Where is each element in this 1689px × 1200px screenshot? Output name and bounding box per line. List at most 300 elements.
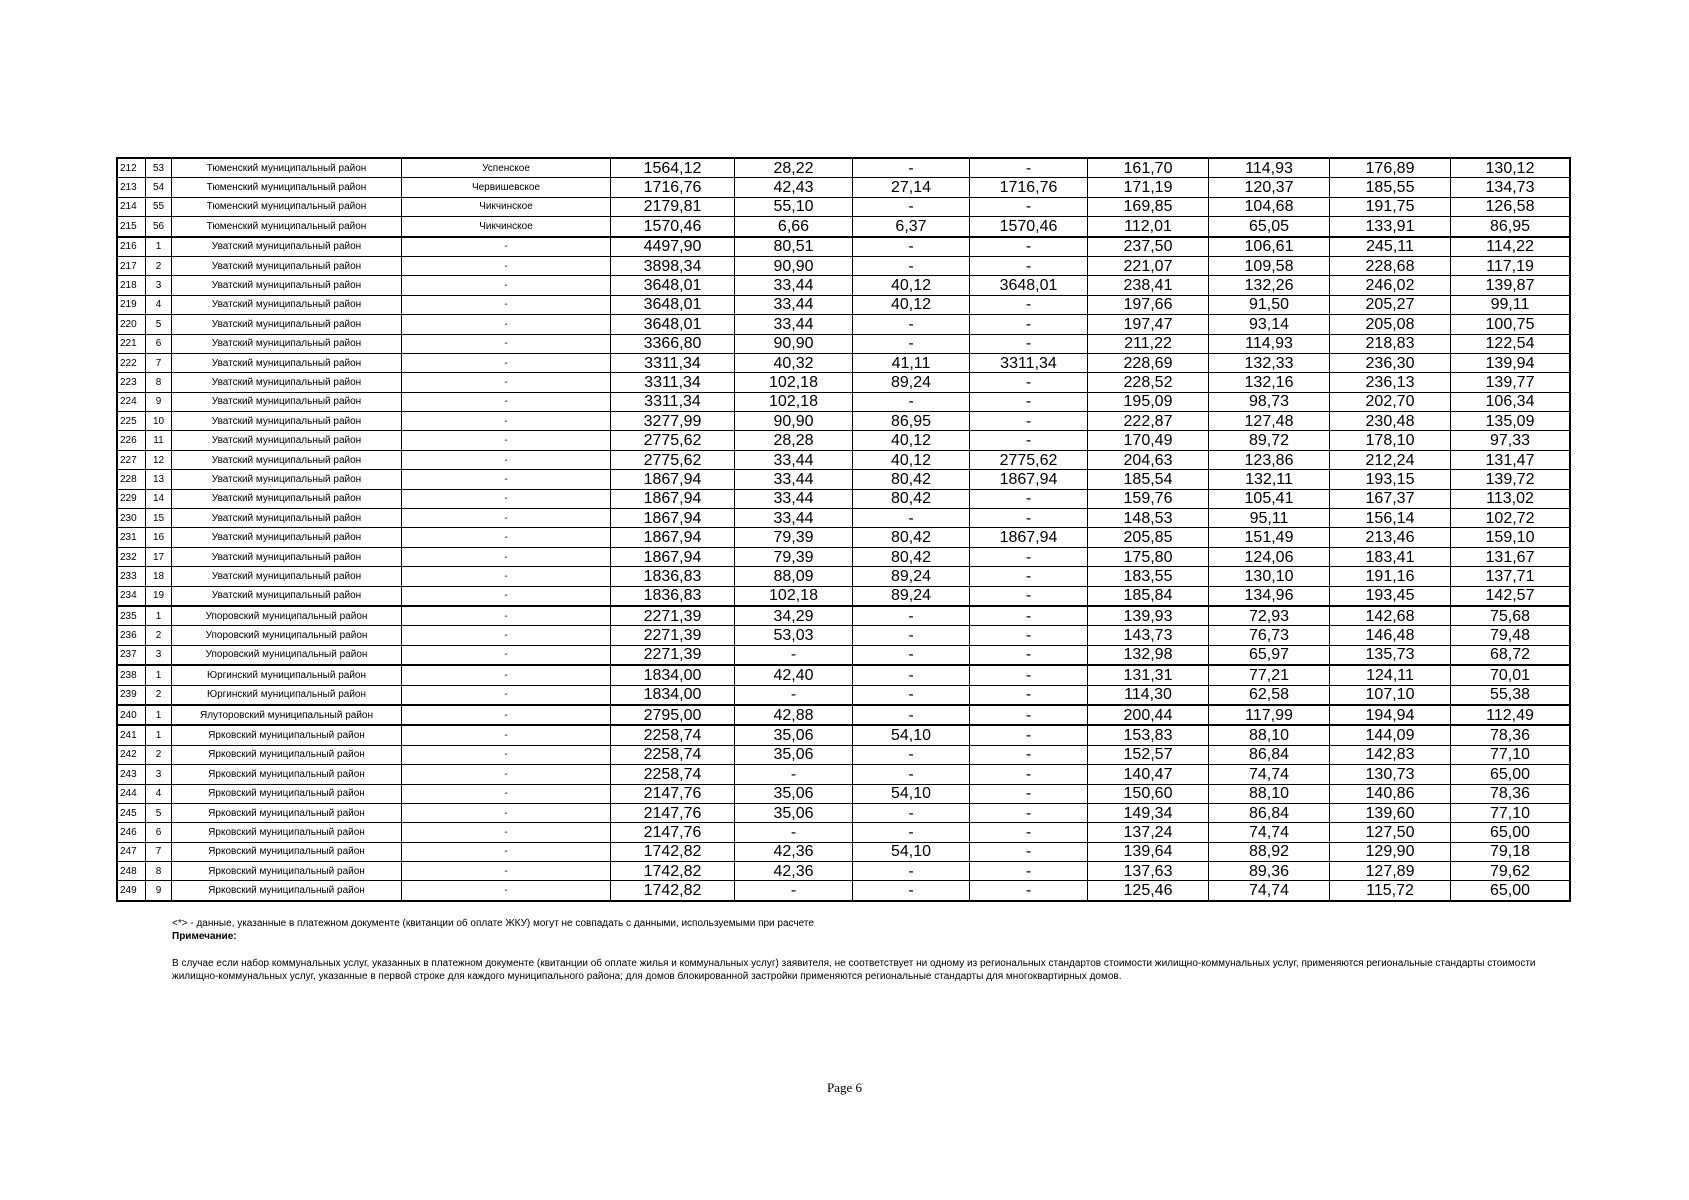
row-number: 220 <box>117 315 146 334</box>
table-row <box>117 392 1570 411</box>
district-row-number: 9 <box>146 881 172 901</box>
row-number: 244 <box>117 784 146 803</box>
value-col-1: 3648,01 <box>611 276 735 295</box>
row-number: 245 <box>117 803 146 822</box>
settlement: Чикчинское <box>402 217 611 237</box>
value-col-3: - <box>853 803 970 822</box>
value-col-4: - <box>970 256 1088 275</box>
value-col-6: 124,06 <box>1209 547 1330 566</box>
value-col-5: 159,76 <box>1088 489 1209 508</box>
row-number: 219 <box>117 295 146 314</box>
value-col-7: 205,08 <box>1330 315 1451 334</box>
value-col-3: - <box>853 256 970 275</box>
value-col-5: 228,69 <box>1088 353 1209 372</box>
value-col-2: - <box>735 645 853 665</box>
municipal-district: Уватский муниципальный район <box>172 256 402 275</box>
table-row <box>117 665 1570 685</box>
value-col-1: 1834,00 <box>611 665 735 685</box>
value-col-1: 2775,62 <box>611 431 735 450</box>
note-text: В случае если набор коммунальных услуг, указанных в платежном документе (квитанции об оплате жилья и коммунальных услуг) заявителя, не соответствует ни одному из региональных стандартов стоимости жилищно-коммунальных услуг, применяются региональные стандарты стоимости жилищно-коммунальных услуг, указанные в первой строке для каждого муниципального района; для домов блокированной застройки применяются региональные стандарты для многоквартирных домов. <box>172 958 1536 982</box>
value-col-7: 193,15 <box>1330 470 1451 489</box>
value-col-4: - <box>970 586 1088 606</box>
table-row <box>117 725 1570 745</box>
value-col-7: 124,11 <box>1330 665 1451 685</box>
district-row-number: 5 <box>146 315 172 334</box>
table-row <box>117 315 1570 334</box>
value-col-2: - <box>735 685 853 705</box>
value-col-2: 33,44 <box>735 295 853 314</box>
district-row-number: 56 <box>146 217 172 237</box>
cost-standards-table <box>116 157 1571 902</box>
value-col-6: 74,74 <box>1209 765 1330 784</box>
value-col-1: 1836,83 <box>611 586 735 606</box>
value-col-8: 70,01 <box>1451 665 1571 685</box>
value-col-3: - <box>853 334 970 353</box>
value-col-5: 139,64 <box>1088 842 1209 861</box>
value-col-5: 137,24 <box>1088 823 1209 842</box>
row-number: 215 <box>117 217 146 237</box>
settlement: - <box>402 509 611 528</box>
row-number: 242 <box>117 745 146 764</box>
settlement: - <box>402 665 611 685</box>
value-col-1: 2147,76 <box>611 823 735 842</box>
settlement: - <box>402 334 611 353</box>
table-row <box>117 765 1570 784</box>
settlement: - <box>402 412 611 431</box>
value-col-6: 89,36 <box>1209 862 1330 881</box>
value-col-4: - <box>970 509 1088 528</box>
row-number: 249 <box>117 881 146 901</box>
value-col-3: 89,24 <box>853 586 970 606</box>
value-col-2: 90,90 <box>735 334 853 353</box>
value-col-7: 230,48 <box>1330 412 1451 431</box>
value-col-8: 100,75 <box>1451 315 1571 334</box>
table-row <box>117 431 1570 450</box>
value-col-7: 178,10 <box>1330 431 1451 450</box>
value-col-4: - <box>970 803 1088 822</box>
value-col-4: - <box>970 373 1088 392</box>
settlement: - <box>402 353 611 372</box>
settlement: - <box>402 431 611 450</box>
municipal-district: Уватский муниципальный район <box>172 547 402 566</box>
municipal-district: Уватский муниципальный район <box>172 392 402 411</box>
district-row-number: 1 <box>146 665 172 685</box>
district-row-number: 15 <box>146 509 172 528</box>
value-col-4: 2775,62 <box>970 450 1088 469</box>
district-row-number: 14 <box>146 489 172 508</box>
district-row-number: 1 <box>146 606 172 626</box>
value-col-2: 80,51 <box>735 237 853 257</box>
value-col-5: 237,50 <box>1088 237 1209 257</box>
value-col-7: 202,70 <box>1330 392 1451 411</box>
value-col-7: 133,91 <box>1330 217 1451 237</box>
value-col-7: 194,94 <box>1330 705 1451 725</box>
value-col-4: 1570,46 <box>970 217 1088 237</box>
value-col-8: 139,94 <box>1451 353 1571 372</box>
value-col-3: - <box>853 823 970 842</box>
municipal-district: Уватский муниципальный район <box>172 373 402 392</box>
municipal-district: Уватский муниципальный район <box>172 315 402 334</box>
value-col-4: - <box>970 765 1088 784</box>
table-row <box>117 158 1570 178</box>
footnote-star: <*> - данные, указанные в платежном документе (квитанции об оплате ЖКУ) могут не совпадать с данными, используемыми при расчете <box>172 918 814 929</box>
settlement: - <box>402 489 611 508</box>
value-col-4: 1867,94 <box>970 528 1088 547</box>
value-col-5: 197,47 <box>1088 315 1209 334</box>
value-col-1: 1867,94 <box>611 547 735 566</box>
value-col-5: 221,07 <box>1088 256 1209 275</box>
row-number: 230 <box>117 509 146 528</box>
value-col-6: 65,05 <box>1209 217 1330 237</box>
municipal-district: Упоровский муниципальный район <box>172 645 402 665</box>
table-row <box>117 334 1570 353</box>
value-col-2: 6,66 <box>735 217 853 237</box>
settlement: - <box>402 705 611 725</box>
value-col-2: 102,18 <box>735 586 853 606</box>
district-row-number: 13 <box>146 470 172 489</box>
municipal-district: Уватский муниципальный район <box>172 450 402 469</box>
value-col-1: 3648,01 <box>611 295 735 314</box>
value-col-1: 2271,39 <box>611 606 735 626</box>
value-col-8: 112,49 <box>1451 705 1571 725</box>
value-col-4: - <box>970 842 1088 861</box>
value-col-2: 33,44 <box>735 489 853 508</box>
value-col-6: 88,10 <box>1209 725 1330 745</box>
value-col-2: 102,18 <box>735 392 853 411</box>
row-number: 247 <box>117 842 146 861</box>
value-col-4: - <box>970 685 1088 705</box>
table-row <box>117 823 1570 842</box>
value-col-1: 3311,34 <box>611 392 735 411</box>
value-col-5: 125,46 <box>1088 881 1209 901</box>
value-col-3: - <box>853 197 970 216</box>
settlement: Успенское <box>402 158 611 178</box>
value-col-6: 86,84 <box>1209 803 1330 822</box>
value-col-5: 149,34 <box>1088 803 1209 822</box>
value-col-8: 159,10 <box>1451 528 1571 547</box>
value-col-6: 76,73 <box>1209 626 1330 645</box>
value-col-7: 127,89 <box>1330 862 1451 881</box>
municipal-district: Уватский муниципальный район <box>172 276 402 295</box>
municipal-district: Уватский муниципальный район <box>172 412 402 431</box>
table-row <box>117 685 1570 705</box>
settlement: - <box>402 256 611 275</box>
value-col-3: 54,10 <box>853 842 970 861</box>
value-col-3: - <box>853 862 970 881</box>
value-col-3: 80,42 <box>853 547 970 566</box>
value-col-6: 98,73 <box>1209 392 1330 411</box>
row-number: 229 <box>117 489 146 508</box>
district-row-number: 55 <box>146 197 172 216</box>
value-col-8: 78,36 <box>1451 784 1571 803</box>
value-col-7: 146,48 <box>1330 626 1451 645</box>
value-col-7: 176,89 <box>1330 158 1451 178</box>
row-number: 240 <box>117 705 146 725</box>
value-col-2: 42,88 <box>735 705 853 725</box>
municipal-district: Ярковский муниципальный район <box>172 803 402 822</box>
municipal-district: Уватский муниципальный район <box>172 509 402 528</box>
value-col-4: - <box>970 158 1088 178</box>
district-row-number: 6 <box>146 334 172 353</box>
municipal-district: Уватский муниципальный район <box>172 586 402 606</box>
value-col-4: - <box>970 705 1088 725</box>
value-col-3: - <box>853 881 970 901</box>
value-col-4: - <box>970 862 1088 881</box>
value-col-8: 114,22 <box>1451 237 1571 257</box>
value-col-8: 75,68 <box>1451 606 1571 626</box>
settlement: - <box>402 470 611 489</box>
municipal-district: Ялуторовский муниципальный район <box>172 705 402 725</box>
value-col-5: 171,19 <box>1088 178 1209 197</box>
value-col-2: 79,39 <box>735 547 853 566</box>
municipal-district: Ярковский муниципальный район <box>172 784 402 803</box>
value-col-5: 211,22 <box>1088 334 1209 353</box>
table-row <box>117 586 1570 606</box>
note-title: Примечание: <box>172 931 237 942</box>
municipal-district: Упоровский муниципальный район <box>172 626 402 645</box>
district-row-number: 16 <box>146 528 172 547</box>
value-col-1: 3311,34 <box>611 373 735 392</box>
value-col-3: 40,12 <box>853 450 970 469</box>
district-row-number: 1 <box>146 237 172 257</box>
value-col-7: 156,14 <box>1330 509 1451 528</box>
value-col-8: 79,48 <box>1451 626 1571 645</box>
table-row <box>117 256 1570 275</box>
value-col-7: 142,68 <box>1330 606 1451 626</box>
value-col-8: 131,47 <box>1451 450 1571 469</box>
district-row-number: 5 <box>146 803 172 822</box>
municipal-district: Ярковский муниципальный район <box>172 842 402 861</box>
value-col-3: - <box>853 685 970 705</box>
value-col-4: - <box>970 237 1088 257</box>
row-number: 222 <box>117 353 146 372</box>
value-col-3: 89,24 <box>853 567 970 586</box>
value-col-7: 236,30 <box>1330 353 1451 372</box>
row-number: 246 <box>117 823 146 842</box>
value-col-7: 245,11 <box>1330 237 1451 257</box>
value-col-7: 115,72 <box>1330 881 1451 901</box>
settlement: - <box>402 528 611 547</box>
table-row <box>117 178 1570 197</box>
value-col-8: 122,54 <box>1451 334 1571 353</box>
value-col-1: 1867,94 <box>611 470 735 489</box>
value-col-1: 2271,39 <box>611 626 735 645</box>
row-number: 223 <box>117 373 146 392</box>
value-col-1: 1716,76 <box>611 178 735 197</box>
value-col-4: - <box>970 725 1088 745</box>
value-col-5: 132,98 <box>1088 645 1209 665</box>
value-col-8: 130,12 <box>1451 158 1571 178</box>
value-col-2: 42,40 <box>735 665 853 685</box>
district-row-number: 8 <box>146 373 172 392</box>
value-col-3: - <box>853 645 970 665</box>
value-col-5: 185,84 <box>1088 586 1209 606</box>
value-col-8: 65,00 <box>1451 765 1571 784</box>
table-row <box>117 881 1570 901</box>
value-col-3: - <box>853 626 970 645</box>
value-col-1: 2258,74 <box>611 765 735 784</box>
table-row <box>117 606 1570 626</box>
value-col-7: 193,45 <box>1330 586 1451 606</box>
value-col-6: 123,86 <box>1209 450 1330 469</box>
municipal-district: Уватский муниципальный район <box>172 353 402 372</box>
value-col-5: 195,09 <box>1088 392 1209 411</box>
value-col-3: 40,12 <box>853 276 970 295</box>
municipal-district: Уватский муниципальный район <box>172 295 402 314</box>
municipal-district: Уватский муниципальный район <box>172 334 402 353</box>
table-row <box>117 470 1570 489</box>
settlement: - <box>402 586 611 606</box>
district-row-number: 1 <box>146 725 172 745</box>
value-col-3: 6,37 <box>853 217 970 237</box>
municipal-district: Ярковский муниципальный район <box>172 881 402 901</box>
value-col-2: 28,22 <box>735 158 853 178</box>
value-col-6: 114,93 <box>1209 158 1330 178</box>
municipal-district: Упоровский муниципальный район <box>172 606 402 626</box>
district-row-number: 7 <box>146 353 172 372</box>
municipal-district: Уватский муниципальный район <box>172 528 402 547</box>
value-col-2: 55,10 <box>735 197 853 216</box>
district-row-number: 4 <box>146 784 172 803</box>
value-col-4: - <box>970 295 1088 314</box>
value-col-1: 3898,34 <box>611 256 735 275</box>
value-col-1: 2795,00 <box>611 705 735 725</box>
row-number: 235 <box>117 606 146 626</box>
value-col-8: 99,11 <box>1451 295 1571 314</box>
municipal-district: Уватский муниципальный район <box>172 567 402 586</box>
settlement: - <box>402 547 611 566</box>
value-col-5: 238,41 <box>1088 276 1209 295</box>
value-col-4: 1716,76 <box>970 178 1088 197</box>
row-number: 236 <box>117 626 146 645</box>
municipal-district: Ярковский муниципальный район <box>172 862 402 881</box>
value-col-6: 109,58 <box>1209 256 1330 275</box>
value-col-6: 151,49 <box>1209 528 1330 547</box>
table-row <box>117 547 1570 566</box>
settlement: - <box>402 373 611 392</box>
municipal-district: Ярковский муниципальный район <box>172 823 402 842</box>
value-col-3: 86,95 <box>853 412 970 431</box>
value-col-4: - <box>970 745 1088 764</box>
value-col-4: - <box>970 567 1088 586</box>
value-col-6: 127,48 <box>1209 412 1330 431</box>
value-col-8: 139,72 <box>1451 470 1571 489</box>
value-col-8: 117,19 <box>1451 256 1571 275</box>
row-number: 221 <box>117 334 146 353</box>
value-col-2: 90,90 <box>735 256 853 275</box>
district-row-number: 8 <box>146 862 172 881</box>
row-number: 228 <box>117 470 146 489</box>
value-col-6: 62,58 <box>1209 685 1330 705</box>
value-col-2: 40,32 <box>735 353 853 372</box>
district-row-number: 7 <box>146 842 172 861</box>
district-row-number: 18 <box>146 567 172 586</box>
value-col-2: 33,44 <box>735 509 853 528</box>
value-col-2: 33,44 <box>735 276 853 295</box>
value-col-1: 2147,76 <box>611 784 735 803</box>
value-col-1: 1867,94 <box>611 509 735 528</box>
value-col-1: 2775,62 <box>611 450 735 469</box>
value-col-7: 191,16 <box>1330 567 1451 586</box>
municipal-district: Тюменский муниципальный район <box>172 178 402 197</box>
table-row <box>117 645 1570 665</box>
value-col-5: 205,85 <box>1088 528 1209 547</box>
value-col-5: 140,47 <box>1088 765 1209 784</box>
value-col-5: 185,54 <box>1088 470 1209 489</box>
row-number: 238 <box>117 665 146 685</box>
table-row <box>117 217 1570 237</box>
value-col-6: 72,93 <box>1209 606 1330 626</box>
value-col-6: 74,74 <box>1209 823 1330 842</box>
value-col-3: 80,42 <box>853 470 970 489</box>
value-col-3: - <box>853 315 970 334</box>
municipal-district: Уватский муниципальный район <box>172 489 402 508</box>
settlement: - <box>402 645 611 665</box>
value-col-2: 35,06 <box>735 803 853 822</box>
district-row-number: 19 <box>146 586 172 606</box>
value-col-1: 2258,74 <box>611 725 735 745</box>
value-col-1: 1742,82 <box>611 862 735 881</box>
row-number: 225 <box>117 412 146 431</box>
value-col-7: 218,83 <box>1330 334 1451 353</box>
value-col-4: - <box>970 315 1088 334</box>
value-col-8: 55,38 <box>1451 685 1571 705</box>
table-row <box>117 626 1570 645</box>
value-col-3: 27,14 <box>853 178 970 197</box>
value-col-3: 41,11 <box>853 353 970 372</box>
value-col-6: 132,26 <box>1209 276 1330 295</box>
value-col-8: 77,10 <box>1451 803 1571 822</box>
row-number: 214 <box>117 197 146 216</box>
district-row-number: 2 <box>146 626 172 645</box>
value-col-4: 3648,01 <box>970 276 1088 295</box>
table-body <box>117 158 1570 901</box>
value-col-2: - <box>735 823 853 842</box>
value-col-8: 137,71 <box>1451 567 1571 586</box>
value-col-3: - <box>853 665 970 685</box>
value-col-5: 131,31 <box>1088 665 1209 685</box>
value-col-3: 40,12 <box>853 431 970 450</box>
value-col-6: 86,84 <box>1209 745 1330 764</box>
municipal-district: Ярковский муниципальный район <box>172 765 402 784</box>
value-col-8: 142,57 <box>1451 586 1571 606</box>
row-number: 248 <box>117 862 146 881</box>
value-col-5: 143,73 <box>1088 626 1209 645</box>
value-col-5: 200,44 <box>1088 705 1209 725</box>
value-col-5: 170,49 <box>1088 431 1209 450</box>
table-row <box>117 784 1570 803</box>
value-col-7: 205,27 <box>1330 295 1451 314</box>
value-col-5: 183,55 <box>1088 567 1209 586</box>
value-col-3: - <box>853 158 970 178</box>
row-number: 212 <box>117 158 146 178</box>
value-col-3: - <box>853 509 970 528</box>
value-col-1: 2179,81 <box>611 197 735 216</box>
value-col-7: 130,73 <box>1330 765 1451 784</box>
value-col-4: - <box>970 412 1088 431</box>
value-col-2: 42,43 <box>735 178 853 197</box>
table-row <box>117 842 1570 861</box>
district-row-number: 3 <box>146 765 172 784</box>
settlement: - <box>402 725 611 745</box>
value-col-7: 191,75 <box>1330 197 1451 216</box>
settlement: - <box>402 842 611 861</box>
value-col-7: 228,68 <box>1330 256 1451 275</box>
settlement: - <box>402 392 611 411</box>
value-col-3: 80,42 <box>853 489 970 508</box>
settlement: - <box>402 803 611 822</box>
value-col-5: 204,63 <box>1088 450 1209 469</box>
